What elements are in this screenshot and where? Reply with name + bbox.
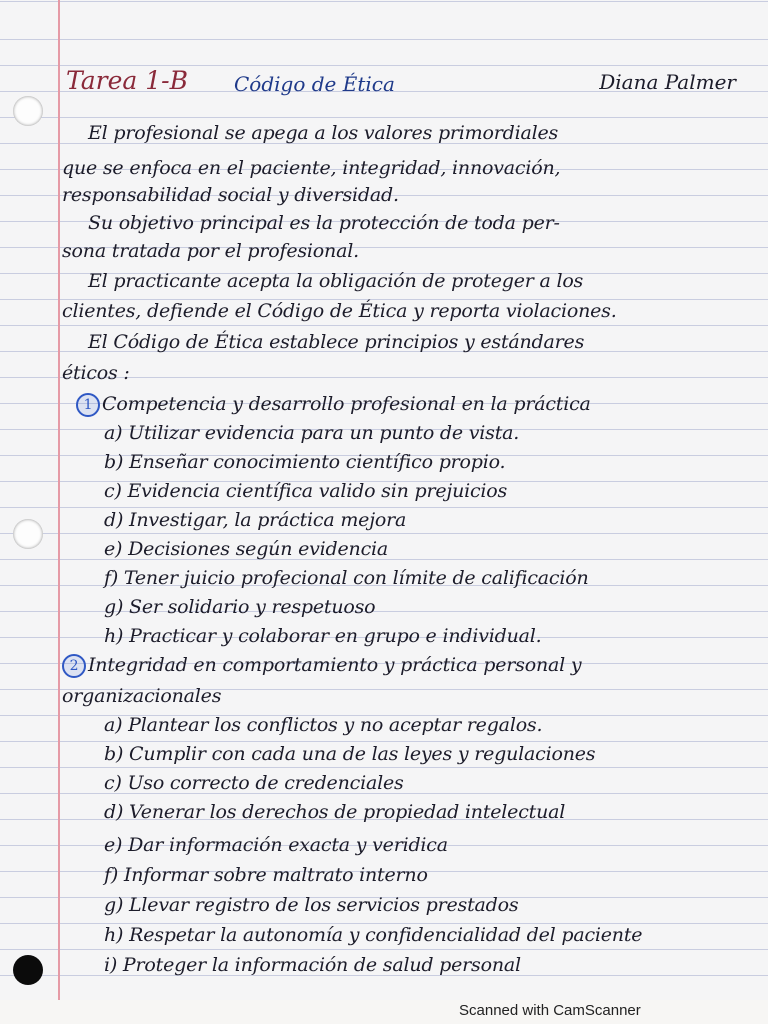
scanner-watermark: Scanned with CamScanner bbox=[459, 1002, 641, 1019]
title-row bbox=[66, 66, 756, 100]
list-item: a) Plantear los conflictos y no aceptar regalos. bbox=[104, 714, 543, 736]
author-name: Diana Palmer bbox=[599, 70, 736, 94]
list-item: i) Proteger la información de salud personal bbox=[104, 954, 521, 976]
margin-line bbox=[58, 0, 60, 1000]
intro-line: responsabilidad social y diversidad. bbox=[62, 184, 399, 206]
list-item: e) Dar información exacta y veridica bbox=[104, 834, 448, 856]
intro-line: El Código de Ética establece principios y estándares bbox=[88, 331, 585, 353]
intro-line: que se enfoca en el paciente, integridad, innovación, bbox=[62, 157, 561, 179]
section-heading bbox=[62, 653, 581, 678]
list-item: g) Llevar registro de los servicios prestados bbox=[104, 894, 519, 916]
intro-line: El profesional se apega a los valores primordiales bbox=[88, 122, 559, 144]
intro-line: Su objetivo principal es la protección de toda per- bbox=[88, 212, 560, 234]
intro-line: clientes, defiende el Código de Ética y reporta violaciones. bbox=[62, 300, 617, 322]
list-item: b) Cumplir con cada una de las leyes y regulaciones bbox=[104, 743, 596, 765]
intro-line: sona tratada por el profesional. bbox=[62, 240, 359, 262]
list-item: a) Utilizar evidencia para un punto de vista. bbox=[104, 422, 520, 444]
list-item: h) Practicar y colaborar en grupo e individual. bbox=[104, 625, 542, 647]
list-item: c) Evidencia científica valido sin prejuicios bbox=[104, 480, 508, 502]
section-heading bbox=[76, 392, 591, 417]
section-heading-continued: organizacionales bbox=[62, 685, 222, 707]
section-heading-text: Competencia y desarrollo profesional en la práctica bbox=[102, 393, 591, 415]
list-item: f) Tener juicio profecional con límite de calificación bbox=[104, 567, 589, 589]
binder-hole bbox=[13, 519, 43, 549]
section-heading-text: Integridad en comportamiento y práctica personal y bbox=[88, 654, 582, 676]
intro-line: El practicante acepta la obligación de proteger a los bbox=[88, 270, 584, 292]
list-item: c) Uso correcto de credenciales bbox=[104, 772, 404, 794]
binder-hole bbox=[13, 955, 43, 985]
list-item: g) Ser solidario y respetuoso bbox=[104, 596, 376, 618]
section-number-badge: 1 bbox=[76, 393, 100, 417]
section-number-badge: 2 bbox=[62, 654, 86, 678]
list-item: b) Enseñar conocimiento científico propio. bbox=[104, 451, 506, 473]
list-item: e) Decisiones según evidencia bbox=[104, 538, 389, 560]
intro-line: éticos : bbox=[62, 362, 130, 384]
binder-hole bbox=[13, 96, 43, 126]
assignment-title: Tarea 1-B bbox=[66, 66, 188, 95]
list-item: d) Venerar los derechos de propiedad intelectual bbox=[104, 801, 566, 823]
assignment-subtitle: Código de Ética bbox=[234, 72, 395, 96]
list-item: h) Respetar la autonomía y confidencialidad del paciente bbox=[104, 924, 643, 946]
list-item: f) Informar sobre maltrato interno bbox=[104, 864, 428, 886]
list-item: d) Investigar, la práctica mejora bbox=[104, 509, 407, 531]
